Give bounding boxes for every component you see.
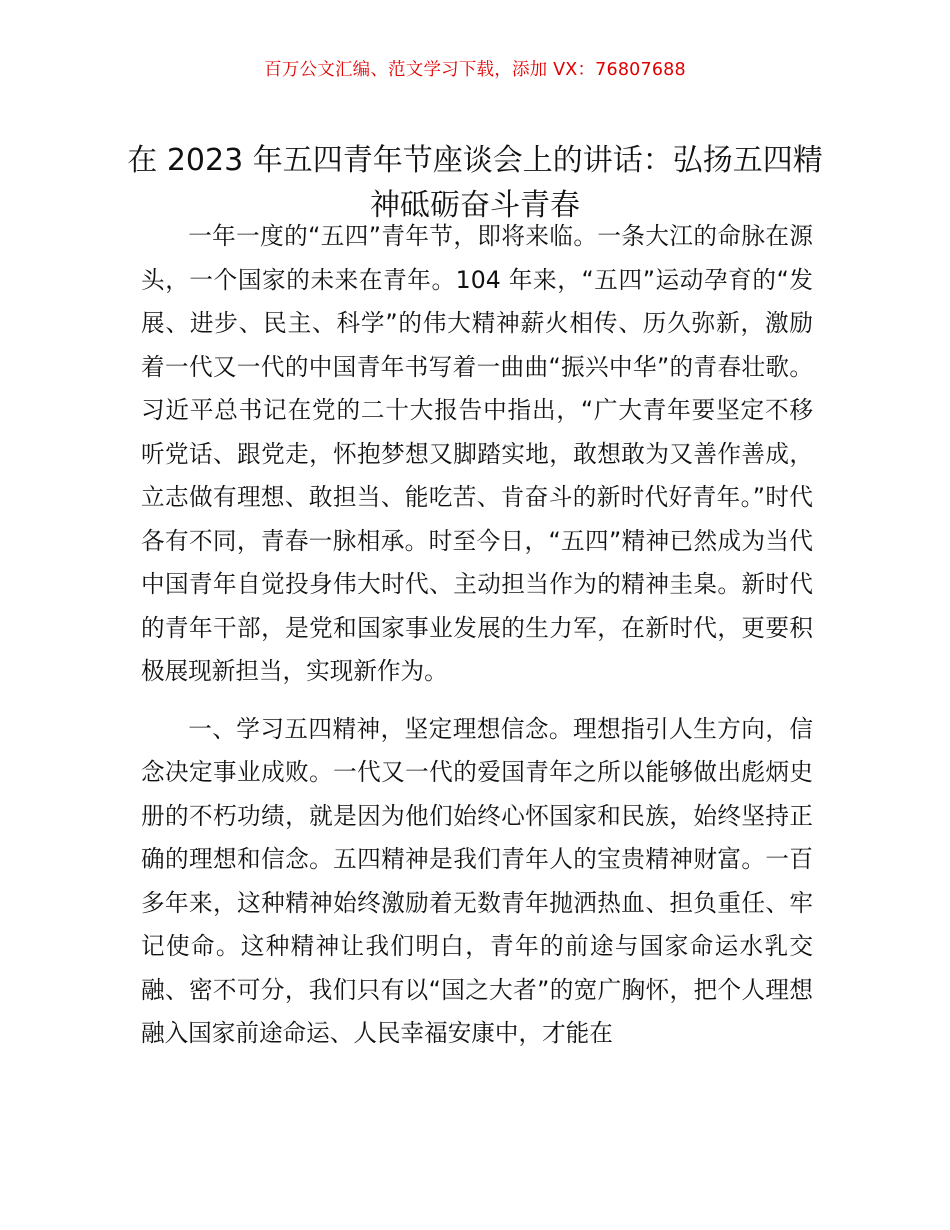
header-promo-note: 百万公文汇编、范文学习下载，添加 VX：76807688 [264,60,686,80]
page-title: 在 2023 年五四青年节座谈会上的讲话：弘扬五四精神砥砺奋斗青春 [127,143,823,224]
paragraph-section-one: 一、学习五四精神，坚定理想信念。理想指引人生方向，信念决定事业成败。一代又一代的爱国青年之所以能够做出彪炳史册的不朽功绩，就是因为他们始终心怀国家和民族，始终坚持正确的理想和信念。五四精神是我们青年人的宝贵精神财富。一百多年来，这种精神始终激励着无数青年抛洒热血、担负重任、牢记使命。这种精神让我们明白，青年的前途与国家命运水乳交融、密不可分，我们只有以“国之大者”的宽广胸怀，把个人理想融入国家前途命运、人民幸福安康中，才能在 [141,714,813,1047]
document-body [141,215,813,1056]
paragraph-intro: 一年一度的“五四”青年节，即将来临。一条大江的命脉在源头，一个国家的未来在青年。104 年来，“五四”运动孕育的“发展、进步、民主、科学”的伟大精神薪火相传、历久弥新，激励着一代又一代的中国青年书写着一曲曲“振兴中华”的青春壮歌。习近平总书记在党的二十大报告中指出，“广大青年要坚定不移听党话、跟党走，怀抱梦想又脚踏实地，敢想敢为又善作善成，立志做有理想、敢担当、能吃苦、肯奋斗的新时代好青年。”时代各有不同，青春一脉相承。时至今日，“五四”精神已然成为当代中国青年自觉投身伟大时代、主动担当作为的精神圭臬。新时代的青年干部，是党和国家事业发展的生力军，在新时代，更要积极展现新担当，实现新作为。 [141,222,813,685]
